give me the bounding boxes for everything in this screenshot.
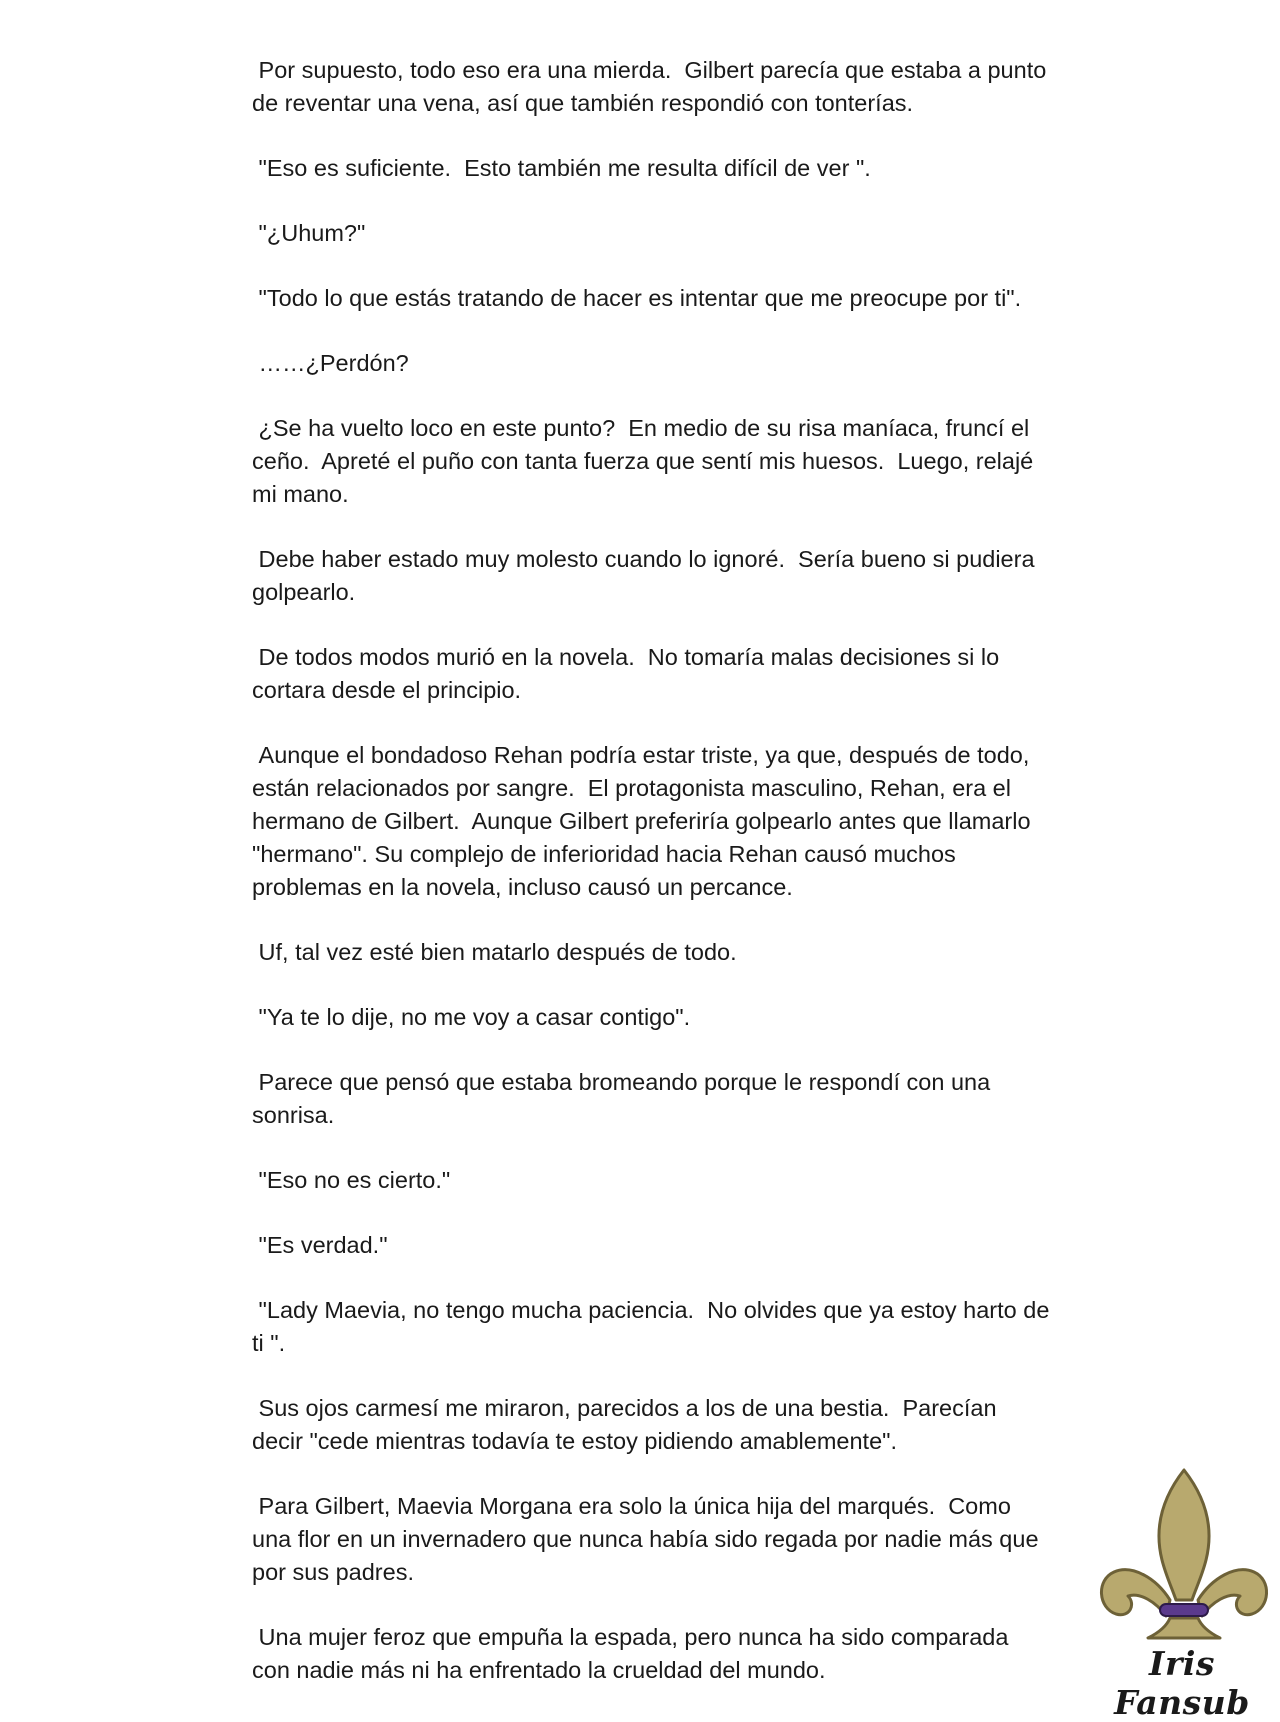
- paragraph: "Lady Maevia, no tengo mucha paciencia. No olvides que ya estoy harto de ti ".: [252, 1297, 1056, 1356]
- paragraph: ……¿Perdón?: [252, 350, 409, 376]
- paragraph: Aunque el bondadoso Rehan podría estar triste, ya que, después de todo, están relacionados por sangre. El protagonista masculino, Rehan, era el hermano de Gilbert. Aunque Gilbert preferiría golpearlo antes que llamarlo "hermano". Su complejo de inferioridad hacia Rehan causó muchos problemas en la novela, incluso causó un percance.: [252, 742, 1038, 900]
- paragraph: Una mujer feroz que empuña la espada, pero nunca ha sido comparada con nadie más ni ha enfrentado la crueldad del mundo.: [252, 1624, 1015, 1683]
- fleur-de-lis-icon: [1096, 1468, 1272, 1646]
- paragraph: Parece que pensó que estaba bromeando porque le respondí con una sonrisa.: [252, 1069, 997, 1128]
- paragraph: De todos modos murió en la novela. No tomaría malas decisiones si lo cortara desde el principio.: [252, 644, 1006, 703]
- paragraph: "Es verdad.": [252, 1232, 388, 1258]
- document-body: [252, 54, 1056, 1719]
- paragraph: ¿Se ha vuelto loco en este punto? En medio de su risa maníaca, fruncí el ceño. Apreté el puño con tanta fuerza que sentí mis huesos. Luego, relajé mi mano.: [252, 415, 1040, 507]
- paragraph: "Eso no es cierto.": [252, 1167, 451, 1193]
- paragraph: "Todo lo que estás tratando de hacer es intentar que me preocupe por ti".: [252, 285, 1022, 311]
- paragraph: Sus ojos carmesí me miraron, parecidos a los de una bestia. Parecían decir "cede mientras todavía te estoy pidiendo amablemente".: [252, 1395, 1004, 1454]
- watermark-text: Iris Fansub: [1114, 1644, 1250, 1722]
- paragraph: "Eso es suficiente. Esto también me resulta difícil de ver ".: [252, 155, 871, 181]
- paragraph: Para Gilbert, Maevia Morgana era solo la única hija del marqués. Como una flor en un invernadero que nunca había sido regada por nadie más que por sus padres.: [252, 1493, 1046, 1585]
- paragraph: Debe haber estado muy molesto cuando lo ignoré. Sería bueno si pudiera golpearlo.: [252, 546, 1042, 605]
- watermark-logo: [1082, 1468, 1280, 1722]
- paragraph: Por supuesto, todo eso era una mierda. Gilbert parecía que estaba a punto de reventar una vena, así que también respondió con tonterías.: [252, 57, 1053, 116]
- paragraph: Uf, tal vez esté bien matarlo después de todo.: [252, 939, 737, 965]
- paragraph: "¿Uhum?": [252, 220, 366, 246]
- paragraph: "Ya te lo dije, no me voy a casar contigo".: [252, 1004, 691, 1030]
